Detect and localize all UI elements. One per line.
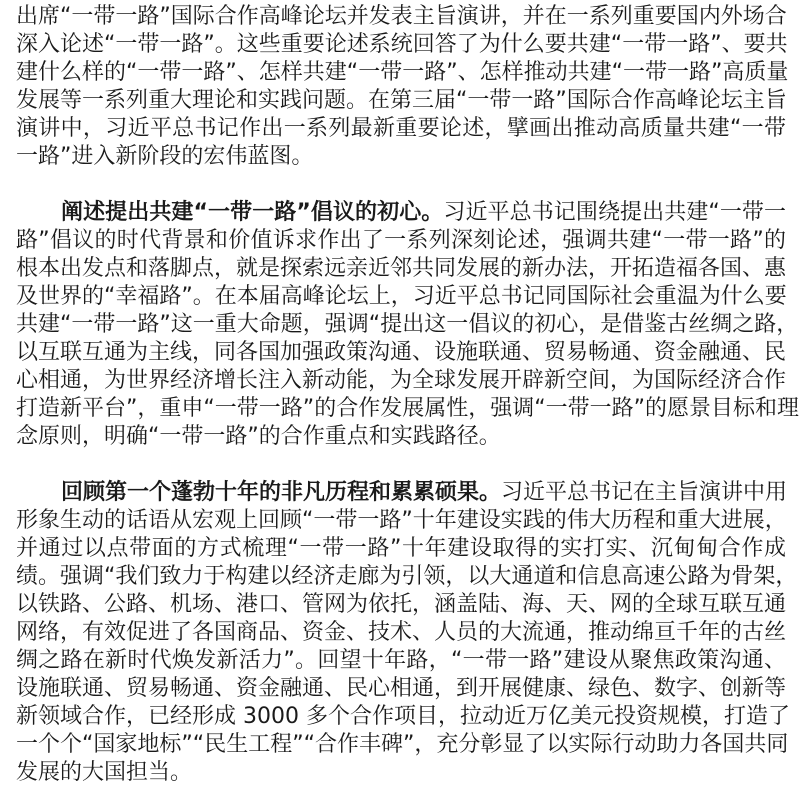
paragraph-initial-aspiration — [16, 199, 799, 451]
text-line: 心相通，为世界经济增长注入新动能，为全球发展开辟新空间，为国际经济合作 — [16, 368, 787, 393]
text-line: 一路”进入新阶段的宏伟蓝图。 — [16, 144, 314, 169]
document-body — [16, 3, 799, 787]
text-line: 形象生动的话语从宏观上回顾“一带一路”十年建设实践的伟大历程和重大进展， — [16, 508, 787, 533]
text-line: 以互联互通为主线，同各国加强政策沟通、设施联通、贸易畅通、资金融通、民 — [16, 340, 787, 365]
text-line: 发展的大国担当。 — [16, 760, 193, 785]
text-line: 共建“一带一路”这一重大命题，强调“提出这一倡议的初心，是借鉴古丝绸之路， — [16, 312, 799, 337]
text-line: 以铁路、公路、机场、港口、管网为依托，涵盖陆、海、天、网的全球互联互通 — [16, 592, 787, 617]
text-span: 习近平总书记在主旨演讲中用 — [501, 480, 788, 505]
text-line: 打造新平台”，重申“一带一路”的合作发展属性，强调“一带一路”的愿景目标和理 — [16, 396, 799, 421]
paragraph-gap — [16, 171, 786, 199]
text-line: 深入论述“一带一路”。这些重要论述系统回答了为什么要共建“一带一路”、要共 — [16, 32, 788, 57]
paragraph-intro — [16, 3, 789, 171]
text-line: 并通过以点带面的方式梳理“一带一路”十年建设取得的实打实、沉甸甸合作成 — [16, 536, 786, 561]
text-line: 绸之路在新时代焕发新活力”。回望十年路，“一带一路”建设从聚焦政策沟通、 — [16, 648, 786, 673]
text-line — [16, 479, 786, 507]
paragraph-heading: 回顾第一个蓬勃十年的非凡历程和累累硕果。 — [61, 480, 502, 505]
text-span: 习近平总书记围绕提出共建“一带一 — [443, 200, 787, 225]
paragraph-heading: 阐述提出共建“一带一路”倡议的初心。 — [61, 200, 444, 225]
text-line: 根本出发点和落脚点，就是探索远亲近邻共同发展的新办法，开拓造福各国、惠 — [16, 256, 787, 281]
paragraph-ten-years-review — [16, 479, 798, 787]
text-line: 一个个“国家地标”“民生工程”“合作丰碑”，充分彰显了以实际行动助力各国共同 — [16, 732, 789, 757]
text-line: 网络，有效促进了各国商品、资金、技术、人员的大流通，推动绵亘千年的古丝 — [16, 620, 787, 645]
text-line: 路”倡议的时代背景和价值诉求作出了一系列深刻论述，强调共建“一带一路”的 — [16, 228, 786, 253]
text-line — [16, 199, 786, 227]
text-line: 发展等一系列重大理论和实践问题。在第三届“一带一路”国际合作高峰论坛主旨 — [16, 88, 787, 113]
text-line: 演讲中，习近平总书记作出一系列最新重要论述，擘画出推动高质量共建“一带 — [16, 116, 786, 141]
text-line: 绩。强调“我们致力于构建以经济走廊为引领，以大通道和信息高速公路为骨架， — [16, 564, 798, 589]
text-line: 设施联通、贸易畅通、资金融通、民心相通，到开展健康、绿色、数字、创新等 — [16, 676, 787, 701]
text-line: 建什么样的“一带一路”、怎样共建“一带一路”、怎样推动共建“一带一路”高质量 — [16, 60, 789, 85]
text-line: 及世界的“幸福路”。在本届高峰论坛上，习近平总书记同国际社会重温为什么要 — [16, 284, 787, 309]
text-line: 念原则，明确“一带一路”的合作重点和实践路径。 — [16, 424, 501, 449]
text-line: 新领域合作，已经形成 3000 多个合作项目，拉动近万亿美元投资规模，打造了 — [16, 704, 790, 729]
text-line: 出席“一带一路”国际合作高峰论坛并发表主旨演讲，并在一系列重要国内外场合 — [16, 4, 787, 29]
paragraph-gap — [16, 451, 786, 479]
